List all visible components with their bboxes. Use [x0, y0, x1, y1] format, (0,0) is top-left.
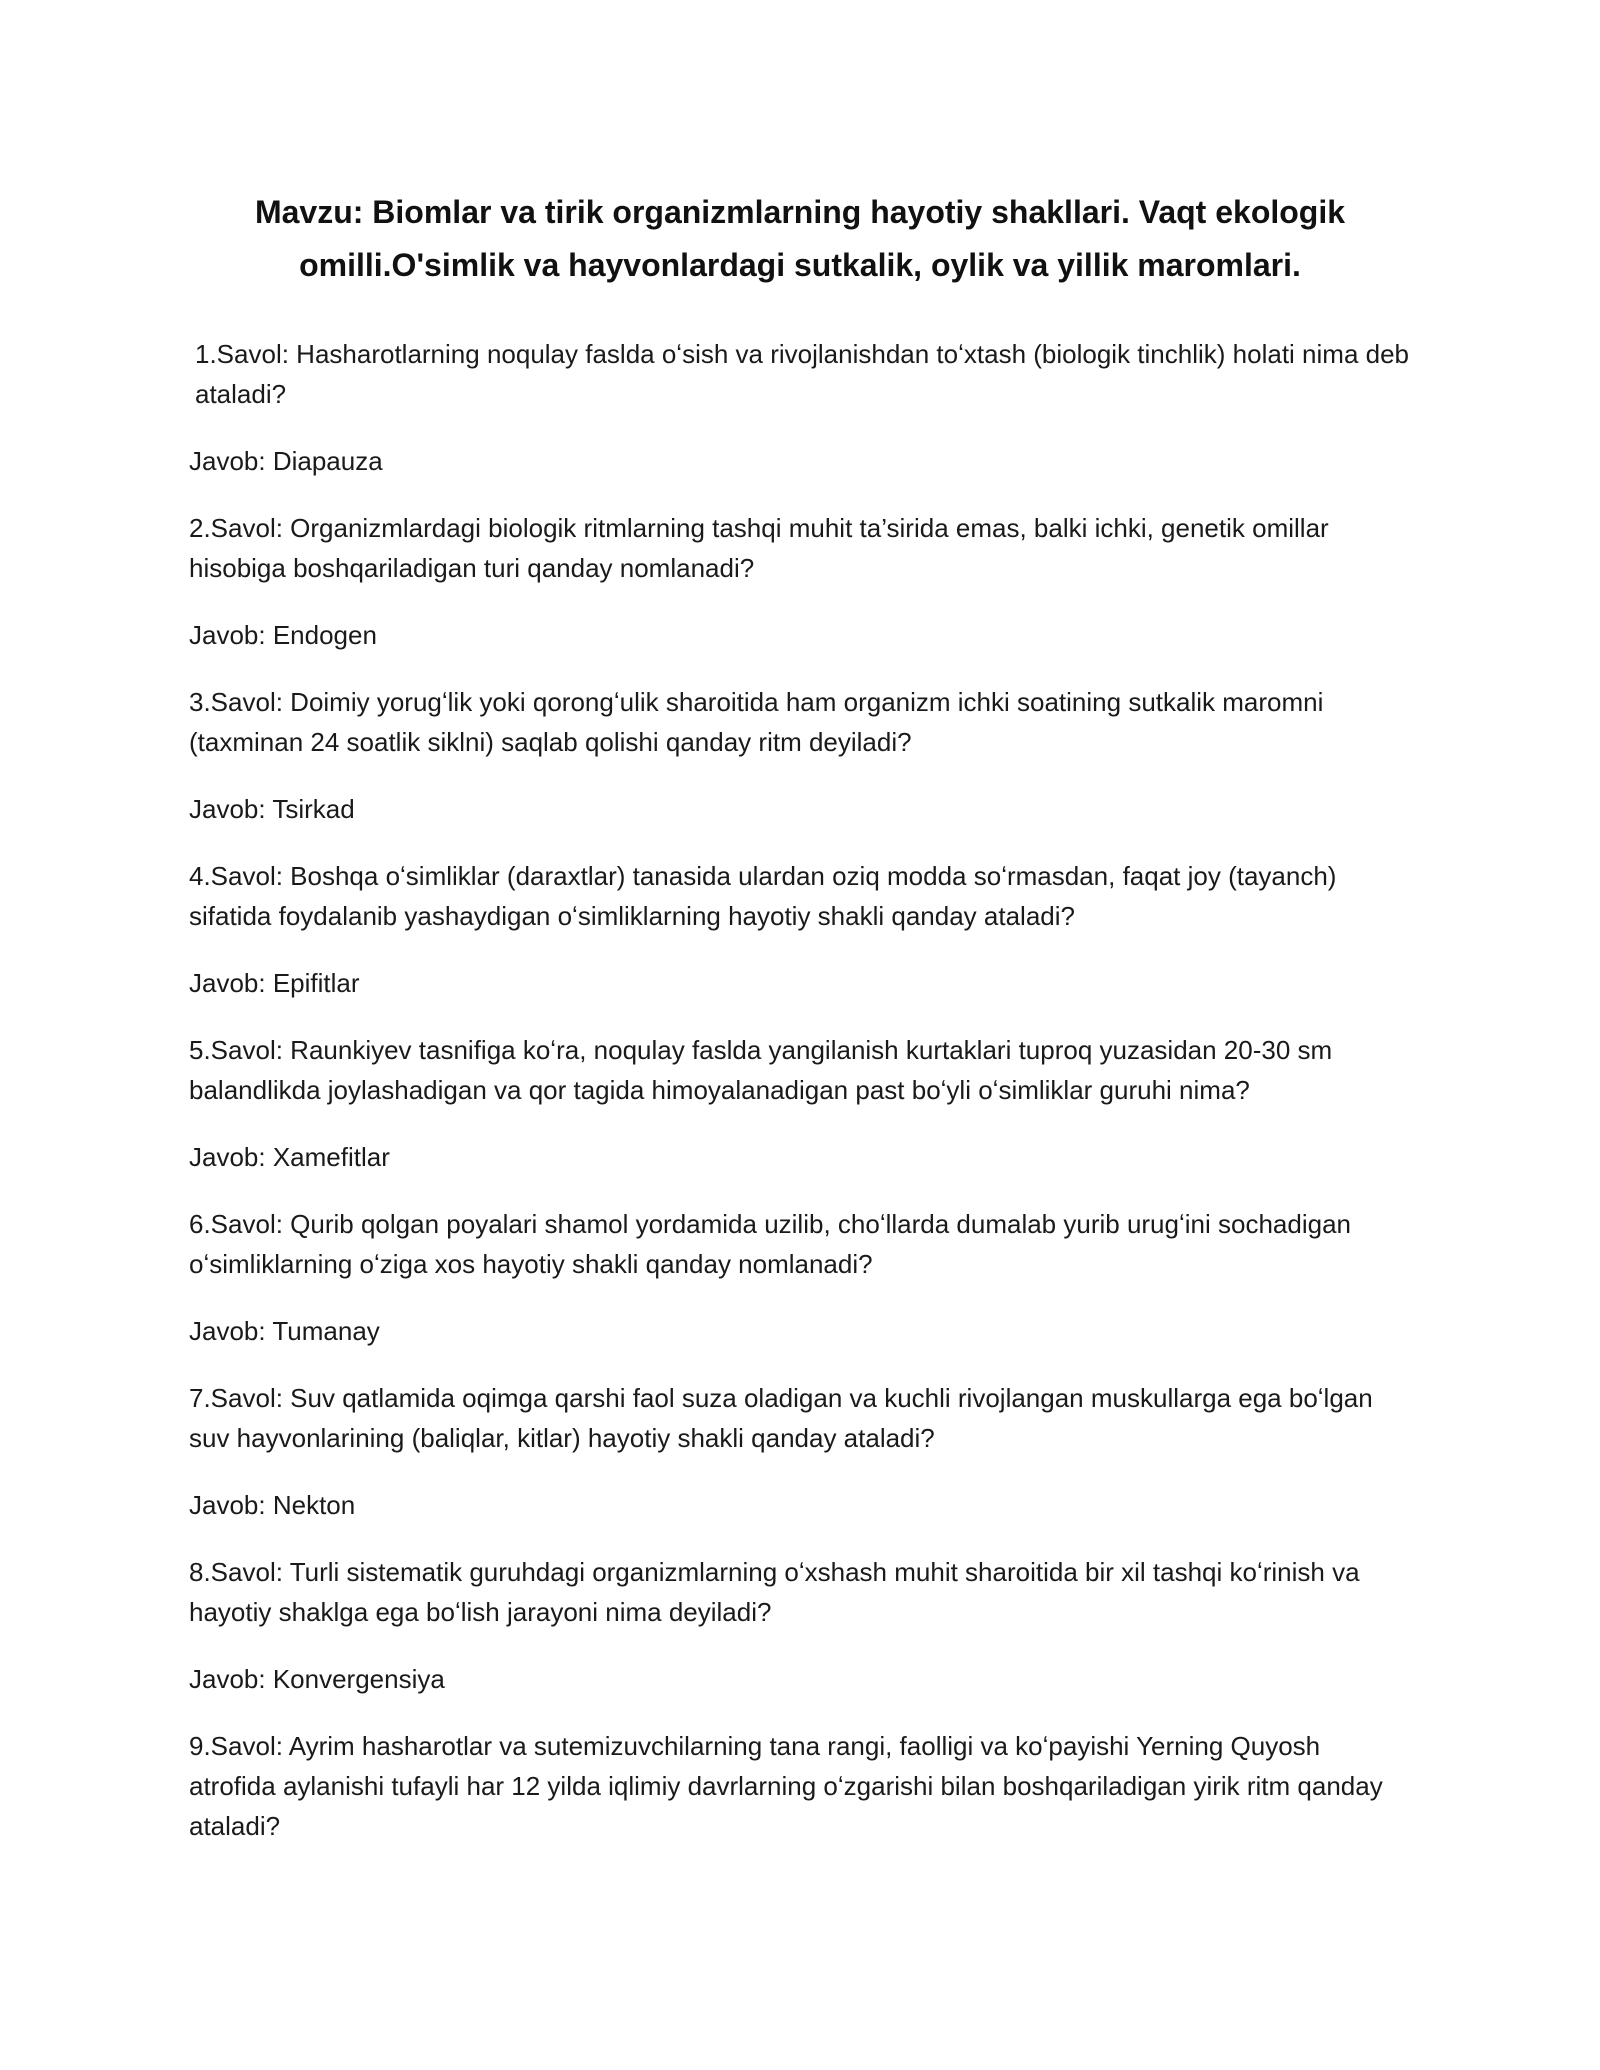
document-title: Mavzu: Biomlar va tirik organizmlarning hayotiy shakllari. Vaqt ekologik omilli.O'simlik va hayvonlardagi sutkalik, oylik va yillik maromlari. [254, 194, 1346, 283]
question-5: 5.Savol: Raunkiyev tasnifiga koʻra, noqulay faslda yangilanish kurtaklari tuproq yuzasidan 20-30 sm balandlikda joylashadigan va qor tagida himoyalanadigan past boʻyli oʻsimliklar guruhi nima? [189, 1035, 1333, 1105]
qa-item-5 [189, 1030, 1411, 1177]
answer-7: Javob: Nekton [189, 1490, 356, 1520]
qa-item-9 [189, 1726, 1411, 1846]
qa-item-6 [189, 1204, 1411, 1351]
question-2: 2.Savol: Organizmlardagi biologik ritmlarning tashqi muhit ta’sirida emas, balki ichki, genetik omillar hisobiga boshqariladigan turi qanday nomlanadi? [189, 513, 1329, 583]
qa-item-7 [189, 1378, 1411, 1525]
qa-item-8 [189, 1552, 1411, 1699]
answer-2: Javob: Endogen [189, 620, 377, 650]
answer-3: Javob: Tsirkad [189, 794, 355, 824]
qa-item-1 [189, 334, 1411, 481]
answer-6: Javob: Tumanay [189, 1316, 380, 1346]
answer-5: Javob: Xamefitlar [189, 1142, 390, 1172]
question-4: 4.Savol: Boshqa oʻsimliklar (daraxtlar) tanasida ulardan oziq modda soʻrmasdan, faqat joy (tayanch) sifatida foydalanib yashaydigan oʻsimliklarning hayotiy shakli qanday ataladi? [189, 861, 1337, 931]
answer-1: Javob: Diapauza [189, 446, 383, 476]
question-6: 6.Savol: Qurib qolgan poyalari shamol yordamida uzilib, choʻllarda dumalab yurib urugʻini sochadigan oʻsimliklarning oʻziga xos hayotiy shakli qanday nomlanadi? [189, 1209, 1351, 1279]
question-7: 7.Savol: Suv qatlamida oqimga qarshi faol suza oladigan va kuchli rivojlangan muskullarga ega boʻlgan suv hayvonlarining (baliqlar, kitlar) hayotiy shakli qanday ataladi? [189, 1383, 1373, 1453]
answer-4: Javob: Epifitlar [189, 968, 360, 998]
question-9: 9.Savol: Ayrim hasharotlar va sutemizuvchilarning tana rangi, faolligi va koʻpayishi Yerning Quyosh atrofida aylanishi tufayli har 12 yilda iqlimiy davrlarning oʻzgarishi bilan boshqariladigan yirik ritm qanday ataladi? [189, 1731, 1383, 1841]
document-page [189, 186, 1411, 1873]
question-8: 8.Savol: Turli sistematik guruhdagi organizmlarning oʻxshash muhit sharoitida bir xil tashqi koʻrinish va hayotiy shaklga ega boʻlish jarayoni nima deyiladi? [189, 1557, 1360, 1627]
question-1: 1.Savol: Hasharotlarning noqulay faslda oʻsish va rivojlanishdan toʻxtash (biologik tinchlik) holati nima deb ataladi? [195, 339, 1410, 409]
qa-item-4 [189, 856, 1411, 1003]
question-3: 3.Savol: Doimiy yorugʻlik yoki qorongʻulik sharoitida ham organizm ichki soatining sutkalik maromni (taxminan 24 soatlik siklni) saqlab qolishi qanday ritm deyiladi? [189, 687, 1324, 757]
qa-item-3 [189, 682, 1411, 829]
answer-8: Javob: Konvergensiya [189, 1664, 445, 1694]
qa-item-2 [189, 508, 1411, 655]
